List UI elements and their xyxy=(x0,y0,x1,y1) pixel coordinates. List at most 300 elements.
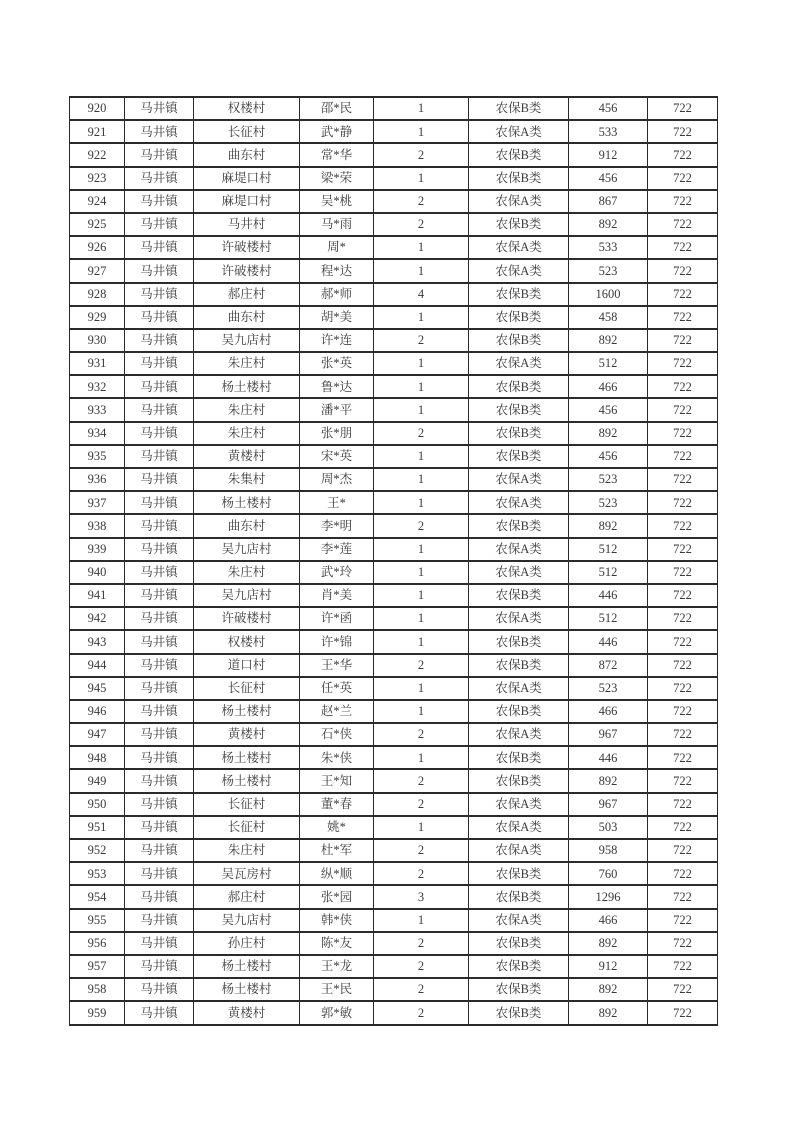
town-name: 马井镇 xyxy=(125,236,194,259)
village-name: 朱庄村 xyxy=(194,398,300,421)
amount: 512 xyxy=(569,607,648,630)
village-name: 吴九店村 xyxy=(194,584,300,607)
amount: 892 xyxy=(569,329,648,352)
person-count: 1 xyxy=(374,259,469,282)
standard-amount: 722 xyxy=(648,538,718,561)
village-name: 黄楼村 xyxy=(194,1001,300,1024)
amount: 456 xyxy=(569,97,648,120)
table-row xyxy=(70,306,718,329)
table-row xyxy=(70,885,718,908)
insurance-category: 农保A类 xyxy=(469,491,569,514)
standard-amount: 722 xyxy=(648,723,718,746)
person-name: 李*明 xyxy=(300,514,374,537)
person-name: 胡*美 xyxy=(300,306,374,329)
village-name: 朱庄村 xyxy=(194,561,300,584)
town-name: 马井镇 xyxy=(125,561,194,584)
row-number: 952 xyxy=(70,839,125,862)
standard-amount: 722 xyxy=(648,329,718,352)
standard-amount: 722 xyxy=(648,746,718,769)
table-row xyxy=(70,538,718,561)
row-number: 959 xyxy=(70,1001,125,1024)
standard-amount: 722 xyxy=(648,862,718,885)
village-name: 权楼村 xyxy=(194,630,300,653)
insurance-category: 农保A类 xyxy=(469,793,569,816)
standard-amount: 722 xyxy=(648,955,718,978)
village-name: 郝庄村 xyxy=(194,283,300,306)
table-row xyxy=(70,283,718,306)
village-name: 朱庄村 xyxy=(194,422,300,445)
village-name: 吴瓦房村 xyxy=(194,862,300,885)
standard-amount: 722 xyxy=(648,468,718,491)
insurance-category: 农保B类 xyxy=(469,445,569,468)
person-count: 1 xyxy=(374,677,469,700)
village-name: 郝庄村 xyxy=(194,885,300,908)
town-name: 马井镇 xyxy=(125,700,194,723)
village-name: 曲东村 xyxy=(194,143,300,166)
insurance-category: 农保B类 xyxy=(469,885,569,908)
insurance-category: 农保A类 xyxy=(469,352,569,375)
standard-amount: 722 xyxy=(648,514,718,537)
person-name: 陈*友 xyxy=(300,932,374,955)
row-number: 926 xyxy=(70,236,125,259)
table-row xyxy=(70,514,718,537)
standard-amount: 722 xyxy=(648,932,718,955)
row-number: 921 xyxy=(70,120,125,143)
person-name: 许*锦 xyxy=(300,630,374,653)
town-name: 马井镇 xyxy=(125,630,194,653)
village-name: 权楼村 xyxy=(194,97,300,120)
table-row xyxy=(70,723,718,746)
amount: 512 xyxy=(569,538,648,561)
standard-amount: 722 xyxy=(648,769,718,792)
amount: 446 xyxy=(569,630,648,653)
person-count: 1 xyxy=(374,491,469,514)
table-row xyxy=(70,630,718,653)
standard-amount: 722 xyxy=(648,700,718,723)
person-name: 鲁*达 xyxy=(300,375,374,398)
insurance-category: 农保B类 xyxy=(469,955,569,978)
insurance-category: 农保A类 xyxy=(469,839,569,862)
person-count: 2 xyxy=(374,654,469,677)
person-name: 董*春 xyxy=(300,793,374,816)
person-name: 许*连 xyxy=(300,329,374,352)
standard-amount: 722 xyxy=(648,885,718,908)
row-number: 945 xyxy=(70,677,125,700)
person-name: 武*玲 xyxy=(300,561,374,584)
person-count: 1 xyxy=(374,167,469,190)
village-name: 杨土楼村 xyxy=(194,978,300,1001)
table-row xyxy=(70,700,718,723)
person-count: 2 xyxy=(374,143,469,166)
amount: 523 xyxy=(569,468,648,491)
amount: 523 xyxy=(569,677,648,700)
person-name: 任*英 xyxy=(300,677,374,700)
village-name: 许破楼村 xyxy=(194,607,300,630)
row-number: 944 xyxy=(70,654,125,677)
person-name: 周* xyxy=(300,236,374,259)
village-name: 黄楼村 xyxy=(194,723,300,746)
row-number: 951 xyxy=(70,816,125,839)
row-number: 937 xyxy=(70,491,125,514)
row-number: 932 xyxy=(70,375,125,398)
row-number: 931 xyxy=(70,352,125,375)
amount: 867 xyxy=(569,190,648,213)
person-name: 马*雨 xyxy=(300,213,374,236)
village-name: 吴九店村 xyxy=(194,909,300,932)
table-row xyxy=(70,654,718,677)
insurance-category: 农保B类 xyxy=(469,1001,569,1024)
town-name: 马井镇 xyxy=(125,723,194,746)
person-count: 2 xyxy=(374,839,469,862)
row-number: 925 xyxy=(70,213,125,236)
person-name: 王*民 xyxy=(300,978,374,1001)
town-name: 马井镇 xyxy=(125,259,194,282)
standard-amount: 722 xyxy=(648,654,718,677)
town-name: 马井镇 xyxy=(125,329,194,352)
amount: 456 xyxy=(569,445,648,468)
standard-amount: 722 xyxy=(648,561,718,584)
person-name: 肖*美 xyxy=(300,584,374,607)
person-count: 1 xyxy=(374,909,469,932)
row-number: 924 xyxy=(70,190,125,213)
town-name: 马井镇 xyxy=(125,769,194,792)
table-row xyxy=(70,561,718,584)
table-row xyxy=(70,468,718,491)
person-count: 1 xyxy=(374,607,469,630)
table-row xyxy=(70,909,718,932)
person-count: 2 xyxy=(374,213,469,236)
village-name: 长征村 xyxy=(194,816,300,839)
insurance-category: 农保A类 xyxy=(469,538,569,561)
person-count: 1 xyxy=(374,561,469,584)
table-row xyxy=(70,932,718,955)
amount: 967 xyxy=(569,723,648,746)
person-count: 2 xyxy=(374,978,469,1001)
insurance-category: 农保A类 xyxy=(469,607,569,630)
row-number: 950 xyxy=(70,793,125,816)
village-name: 许破楼村 xyxy=(194,259,300,282)
person-count: 2 xyxy=(374,862,469,885)
village-name: 杨土楼村 xyxy=(194,700,300,723)
amount: 512 xyxy=(569,561,648,584)
table-row xyxy=(70,955,718,978)
person-count: 1 xyxy=(374,538,469,561)
town-name: 马井镇 xyxy=(125,190,194,213)
table-row xyxy=(70,213,718,236)
village-name: 长征村 xyxy=(194,120,300,143)
row-number: 923 xyxy=(70,167,125,190)
row-number: 946 xyxy=(70,700,125,723)
person-name: 郝*师 xyxy=(300,283,374,306)
insurance-category: 农保B类 xyxy=(469,213,569,236)
standard-amount: 722 xyxy=(648,352,718,375)
person-name: 周*杰 xyxy=(300,468,374,491)
town-name: 马井镇 xyxy=(125,793,194,816)
amount: 872 xyxy=(569,654,648,677)
insurance-category: 农保B类 xyxy=(469,584,569,607)
village-name: 麻堤口村 xyxy=(194,167,300,190)
amount: 446 xyxy=(569,746,648,769)
insurance-category: 农保B类 xyxy=(469,514,569,537)
row-number: 920 xyxy=(70,97,125,120)
town-name: 马井镇 xyxy=(125,885,194,908)
amount: 512 xyxy=(569,352,648,375)
person-count: 1 xyxy=(374,375,469,398)
town-name: 马井镇 xyxy=(125,816,194,839)
row-number: 927 xyxy=(70,259,125,282)
standard-amount: 722 xyxy=(648,491,718,514)
table-row xyxy=(70,398,718,421)
village-name: 麻堤口村 xyxy=(194,190,300,213)
town-name: 马井镇 xyxy=(125,909,194,932)
person-name: 程*达 xyxy=(300,259,374,282)
amount: 466 xyxy=(569,909,648,932)
amount: 456 xyxy=(569,167,648,190)
person-name: 姚* xyxy=(300,816,374,839)
person-count: 1 xyxy=(374,97,469,120)
town-name: 马井镇 xyxy=(125,514,194,537)
village-name: 曲东村 xyxy=(194,514,300,537)
amount: 892 xyxy=(569,213,648,236)
insurance-category: 农保B类 xyxy=(469,978,569,1001)
person-count: 1 xyxy=(374,120,469,143)
village-name: 杨土楼村 xyxy=(194,491,300,514)
standard-amount: 722 xyxy=(648,793,718,816)
insurance-category: 农保B类 xyxy=(469,375,569,398)
insurance-category: 农保B类 xyxy=(469,283,569,306)
row-number: 955 xyxy=(70,909,125,932)
person-count: 1 xyxy=(374,445,469,468)
amount: 892 xyxy=(569,978,648,1001)
village-name: 吴九店村 xyxy=(194,538,300,561)
table-row xyxy=(70,143,718,166)
village-name: 杨土楼村 xyxy=(194,955,300,978)
insurance-category: 农保B类 xyxy=(469,97,569,120)
insurance-category: 农保B类 xyxy=(469,630,569,653)
row-number: 934 xyxy=(70,422,125,445)
table-row xyxy=(70,329,718,352)
insurance-category: 农保A类 xyxy=(469,120,569,143)
town-name: 马井镇 xyxy=(125,398,194,421)
person-count: 1 xyxy=(374,700,469,723)
town-name: 马井镇 xyxy=(125,978,194,1001)
town-name: 马井镇 xyxy=(125,213,194,236)
person-name: 纵*顺 xyxy=(300,862,374,885)
village-name: 杨土楼村 xyxy=(194,375,300,398)
insurance-category: 农保A类 xyxy=(469,190,569,213)
person-name: 石*侠 xyxy=(300,723,374,746)
person-name: 杜*军 xyxy=(300,839,374,862)
town-name: 马井镇 xyxy=(125,839,194,862)
amount: 503 xyxy=(569,816,648,839)
town-name: 马井镇 xyxy=(125,445,194,468)
insurance-category: 农保B类 xyxy=(469,700,569,723)
standard-amount: 722 xyxy=(648,398,718,421)
town-name: 马井镇 xyxy=(125,306,194,329)
village-name: 朱集村 xyxy=(194,468,300,491)
person-count: 1 xyxy=(374,584,469,607)
person-name: 许*函 xyxy=(300,607,374,630)
insurance-category: 农保A类 xyxy=(469,561,569,584)
insurance-category: 农保A类 xyxy=(469,816,569,839)
row-number: 953 xyxy=(70,862,125,885)
person-count: 1 xyxy=(374,352,469,375)
standard-amount: 722 xyxy=(648,909,718,932)
amount: 1600 xyxy=(569,283,648,306)
table-row xyxy=(70,839,718,862)
table-row xyxy=(70,236,718,259)
insurance-category: 农保B类 xyxy=(469,862,569,885)
town-name: 马井镇 xyxy=(125,120,194,143)
table-row xyxy=(70,584,718,607)
insurance-category: 农保B类 xyxy=(469,932,569,955)
village-name: 道口村 xyxy=(194,654,300,677)
row-number: 942 xyxy=(70,607,125,630)
town-name: 马井镇 xyxy=(125,955,194,978)
person-name: 赵*兰 xyxy=(300,700,374,723)
records-table-body xyxy=(70,97,718,1025)
standard-amount: 722 xyxy=(648,1001,718,1024)
person-count: 2 xyxy=(374,793,469,816)
town-name: 马井镇 xyxy=(125,375,194,398)
table-row xyxy=(70,491,718,514)
village-name: 杨土楼村 xyxy=(194,746,300,769)
insurance-category: 农保B类 xyxy=(469,167,569,190)
amount: 892 xyxy=(569,422,648,445)
amount: 892 xyxy=(569,1001,648,1024)
amount: 760 xyxy=(569,862,648,885)
insurance-category: 农保A类 xyxy=(469,723,569,746)
town-name: 马井镇 xyxy=(125,607,194,630)
table-row xyxy=(70,793,718,816)
person-count: 1 xyxy=(374,236,469,259)
insurance-category: 农保A类 xyxy=(469,468,569,491)
person-count: 1 xyxy=(374,630,469,653)
row-number: 956 xyxy=(70,932,125,955)
person-count: 2 xyxy=(374,514,469,537)
person-name: 宋*英 xyxy=(300,445,374,468)
row-number: 941 xyxy=(70,584,125,607)
person-name: 吴*桃 xyxy=(300,190,374,213)
amount: 466 xyxy=(569,700,648,723)
town-name: 马井镇 xyxy=(125,584,194,607)
table-row xyxy=(70,746,718,769)
amount: 523 xyxy=(569,491,648,514)
person-count: 2 xyxy=(374,329,469,352)
village-name: 孙庄村 xyxy=(194,932,300,955)
person-name: 王* xyxy=(300,491,374,514)
town-name: 马井镇 xyxy=(125,422,194,445)
standard-amount: 722 xyxy=(648,375,718,398)
person-name: 张*英 xyxy=(300,352,374,375)
row-number: 958 xyxy=(70,978,125,1001)
insurance-category: 农保B类 xyxy=(469,654,569,677)
amount: 533 xyxy=(569,236,648,259)
row-number: 922 xyxy=(70,143,125,166)
town-name: 马井镇 xyxy=(125,143,194,166)
table-row xyxy=(70,677,718,700)
person-count: 1 xyxy=(374,816,469,839)
standard-amount: 722 xyxy=(648,213,718,236)
row-number: 943 xyxy=(70,630,125,653)
amount: 533 xyxy=(569,120,648,143)
standard-amount: 722 xyxy=(648,422,718,445)
table-row xyxy=(70,769,718,792)
insurance-category: 农保A类 xyxy=(469,677,569,700)
insurance-category: 农保A类 xyxy=(469,259,569,282)
table-row xyxy=(70,862,718,885)
table-row xyxy=(70,120,718,143)
person-count: 2 xyxy=(374,422,469,445)
town-name: 马井镇 xyxy=(125,862,194,885)
records-table xyxy=(69,96,718,1026)
village-name: 许破楼村 xyxy=(194,236,300,259)
village-name: 朱庄村 xyxy=(194,352,300,375)
town-name: 马井镇 xyxy=(125,352,194,375)
person-name: 张*朋 xyxy=(300,422,374,445)
insurance-category: 农保B类 xyxy=(469,746,569,769)
standard-amount: 722 xyxy=(648,584,718,607)
table-row xyxy=(70,375,718,398)
person-count: 2 xyxy=(374,769,469,792)
standard-amount: 722 xyxy=(648,259,718,282)
table-row xyxy=(70,422,718,445)
amount: 458 xyxy=(569,306,648,329)
standard-amount: 722 xyxy=(648,630,718,653)
row-number: 938 xyxy=(70,514,125,537)
table-row xyxy=(70,352,718,375)
standard-amount: 722 xyxy=(648,445,718,468)
standard-amount: 722 xyxy=(648,839,718,862)
village-name: 黄楼村 xyxy=(194,445,300,468)
insurance-category: 农保B类 xyxy=(469,329,569,352)
standard-amount: 722 xyxy=(648,190,718,213)
table-row xyxy=(70,190,718,213)
table-row xyxy=(70,445,718,468)
row-number: 948 xyxy=(70,746,125,769)
town-name: 马井镇 xyxy=(125,932,194,955)
row-number: 936 xyxy=(70,468,125,491)
row-number: 933 xyxy=(70,398,125,421)
amount: 446 xyxy=(569,584,648,607)
person-name: 韩*侠 xyxy=(300,909,374,932)
amount: 456 xyxy=(569,398,648,421)
town-name: 马井镇 xyxy=(125,491,194,514)
person-count: 1 xyxy=(374,468,469,491)
person-count: 2 xyxy=(374,723,469,746)
village-name: 长征村 xyxy=(194,793,300,816)
row-number: 957 xyxy=(70,955,125,978)
table-row xyxy=(70,259,718,282)
insurance-category: 农保A类 xyxy=(469,236,569,259)
standard-amount: 722 xyxy=(648,978,718,1001)
table-row xyxy=(70,1001,718,1024)
person-name: 邵*民 xyxy=(300,97,374,120)
table-row xyxy=(70,607,718,630)
standard-amount: 722 xyxy=(648,120,718,143)
person-name: 梁*荣 xyxy=(300,167,374,190)
insurance-category: 农保B类 xyxy=(469,398,569,421)
standard-amount: 722 xyxy=(648,677,718,700)
table-row xyxy=(70,816,718,839)
person-name: 武*静 xyxy=(300,120,374,143)
person-name: 郭*敏 xyxy=(300,1001,374,1024)
person-count: 4 xyxy=(374,283,469,306)
amount: 912 xyxy=(569,143,648,166)
person-name: 李*莲 xyxy=(300,538,374,561)
amount: 466 xyxy=(569,375,648,398)
town-name: 马井镇 xyxy=(125,1001,194,1024)
